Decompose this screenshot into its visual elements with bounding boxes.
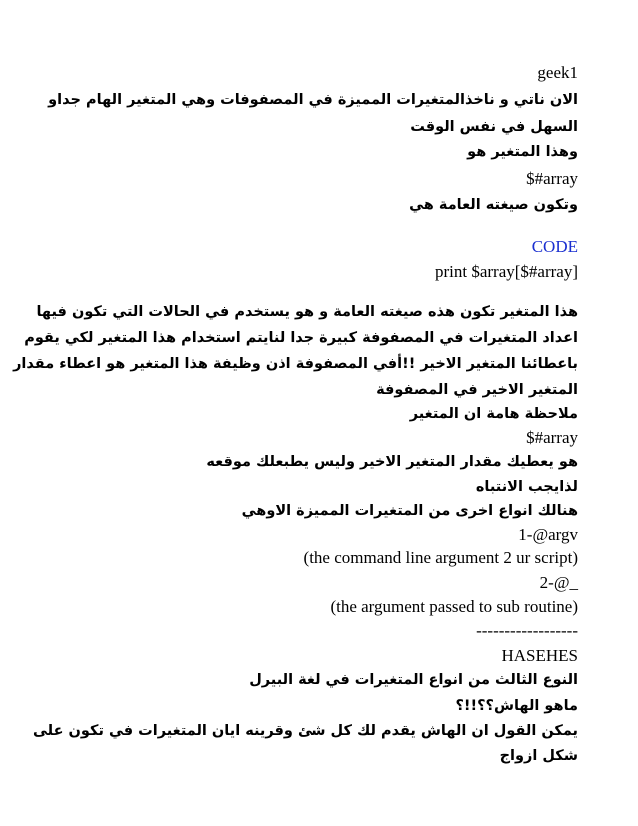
paragraph-line-9: ملاحظة هامة ان المتغير xyxy=(409,406,578,422)
section-heading-hashes: HASEHES xyxy=(501,646,578,665)
paragraph-line-4: وتكون صيغته العامة هي xyxy=(409,197,578,213)
paragraph-line-2: السهل في نفس الوقت xyxy=(410,119,578,135)
paragraph-line-10: هو يعطيك مقدار المتغير الاخير وليس يطبعلك موقعه xyxy=(206,454,578,470)
paragraph-line-14: ماهو الهاش؟؟!!؟ xyxy=(455,698,578,714)
argv-description: (the command line argument 2 ur script) xyxy=(303,548,578,567)
paragraph-line-1: الان ناتي و ناخذالمتغيرات المميزة في المصفوفات وهي المتغير الهام جداو xyxy=(48,92,578,108)
list-item-argv: 1-@argv xyxy=(518,525,578,544)
document-heading: geek1 xyxy=(537,63,578,82)
underscore-description: (the argument passed to sub routine) xyxy=(330,597,578,616)
code-variable-2: $#array xyxy=(526,428,578,447)
paragraph-line-8: المتغير الاخير في المصفوفة xyxy=(376,382,578,398)
paragraph-line-6: اعداد المتغيرات في المصفوفة كبيرة جدا لنايتم استخدام هذا المتغير لكي يقوم xyxy=(24,330,578,346)
paragraph-line-12: هنالك انواع اخرى من المتغيرات المميزة الاوهي xyxy=(241,503,578,519)
paragraph-line-16: شكل ازواج xyxy=(499,748,578,764)
list-item-underscore: 2-@_ xyxy=(539,573,578,592)
code-heading: CODE xyxy=(531,237,578,256)
paragraph-line-7: باعطائنا المتغير الاخير !!أفي المصفوفة اذن وظيفة هذا المتغير هو اعطاء مقدار xyxy=(13,356,578,372)
code-line: print $array[$#array] xyxy=(434,262,578,281)
paragraph-line-13: النوع الثالث من انواع المتغيرات في لغة البيرل xyxy=(249,672,578,688)
paragraph-line-11: لذايجب الانتباه xyxy=(475,479,578,495)
paragraph-line-15: يمكن القول ان الهاش يقدم لك كل شئ وقرينه ايان المتغيرات في تكون على xyxy=(33,723,578,739)
code-variable: $#array xyxy=(526,169,578,188)
paragraph-line-3: وهذا المتغير هو xyxy=(467,144,578,160)
paragraph-line-5: هذا المتغير تكون هذه صيغته العامة و هو يستخدم في الحالات التي تكون فيها xyxy=(36,304,578,320)
separator-line: ------------------ xyxy=(476,621,578,640)
